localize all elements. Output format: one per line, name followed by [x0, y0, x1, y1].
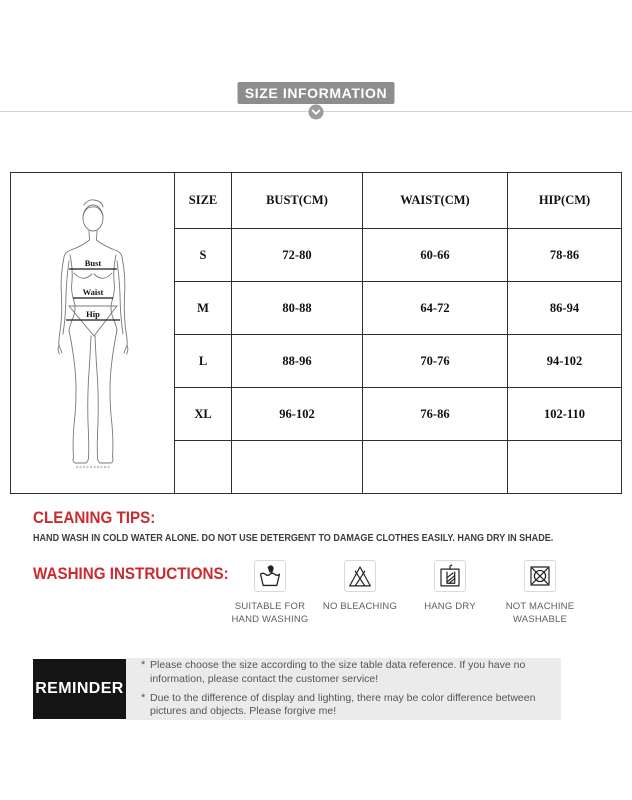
cell-size: XL	[175, 388, 232, 441]
note-text: Please choose the size according to the size table data reference. If you have no information, please contact the customer service!	[150, 658, 526, 685]
cell-waist: 70-76	[363, 335, 508, 388]
cell-hip: 78-86	[508, 229, 622, 282]
wash-item-hang-dry	[405, 560, 495, 627]
column-header-waist: WAIST(CM)	[363, 173, 508, 229]
wash-item-no-bleach	[315, 560, 405, 627]
column-header-bust: BUST(CM)	[232, 173, 363, 229]
column-header-hip: HIP(CM)	[508, 173, 622, 229]
section-title-banner	[238, 82, 395, 104]
cell-empty	[508, 441, 622, 494]
cell-size: M	[175, 282, 232, 335]
wash-item-label: HANG DRY	[424, 601, 476, 612]
cell-hip: 94-102	[508, 335, 622, 388]
reminder-note	[140, 659, 551, 687]
cell-empty	[363, 441, 508, 494]
cell-bust: 72-80	[232, 229, 363, 282]
wash-item-label: SUITABLE FOR HAND WASHING	[231, 601, 309, 625]
reminder-badge: REMINDER	[33, 659, 126, 719]
cell-waist: 64-72	[363, 282, 508, 335]
figure-waist-label: Waist	[82, 287, 103, 297]
figure-hip-label: Hip	[85, 309, 100, 319]
note-bullet: *	[141, 658, 146, 671]
no-machine-wash-icon	[524, 560, 556, 592]
column-header-size: SIZE	[175, 173, 232, 229]
reminder-note	[140, 692, 551, 720]
no-bleach-icon	[344, 560, 376, 592]
size-table	[10, 172, 622, 494]
wash-item-label: NO BLEACHING	[322, 601, 398, 612]
figure-bust-label: Bust	[84, 258, 101, 268]
chevron-down-icon	[308, 104, 324, 120]
wash-item-no-machine-wash	[495, 560, 585, 627]
note-text: Due to the difference of display and lighting, there may be color difference between pictures and objects. Please forgive me!	[150, 691, 536, 718]
hand-wash-icon	[254, 560, 286, 592]
note-bullet: *	[141, 691, 146, 704]
cell-empty	[175, 441, 232, 494]
washing-icons-row	[225, 560, 585, 627]
reminder-notes	[126, 658, 561, 720]
body-measurement-figure	[11, 173, 175, 494]
cell-bust: 88-96	[232, 335, 363, 388]
cell-waist: 60-66	[363, 229, 508, 282]
cell-hip: 86-94	[508, 282, 622, 335]
cleaning-tips-text: HAND WASH IN COLD WATER ALONE. DO NOT USE DETERGENT TO DAMAGE CLOTHES EASILY. HANG DRY IN SHADE.	[33, 532, 554, 544]
cell-bust: 80-88	[232, 282, 363, 335]
cell-waist: 76-86	[363, 388, 508, 441]
cell-hip: 102-110	[508, 388, 622, 441]
cell-size: L	[175, 335, 232, 388]
wash-item-hand-wash	[225, 560, 315, 627]
cell-empty	[232, 441, 363, 494]
hang-dry-icon	[434, 560, 466, 592]
cell-bust: 96-102	[232, 388, 363, 441]
cell-size: S	[175, 229, 232, 282]
wash-item-label: NOT MACHINE WASHABLE	[505, 601, 575, 625]
washing-instructions-heading: WASHING INSTRUCTIONS:	[33, 565, 229, 583]
cleaning-tips-heading: CLEANING TIPS:	[33, 509, 156, 527]
page-title: SIZE INFORMATION	[244, 85, 388, 101]
